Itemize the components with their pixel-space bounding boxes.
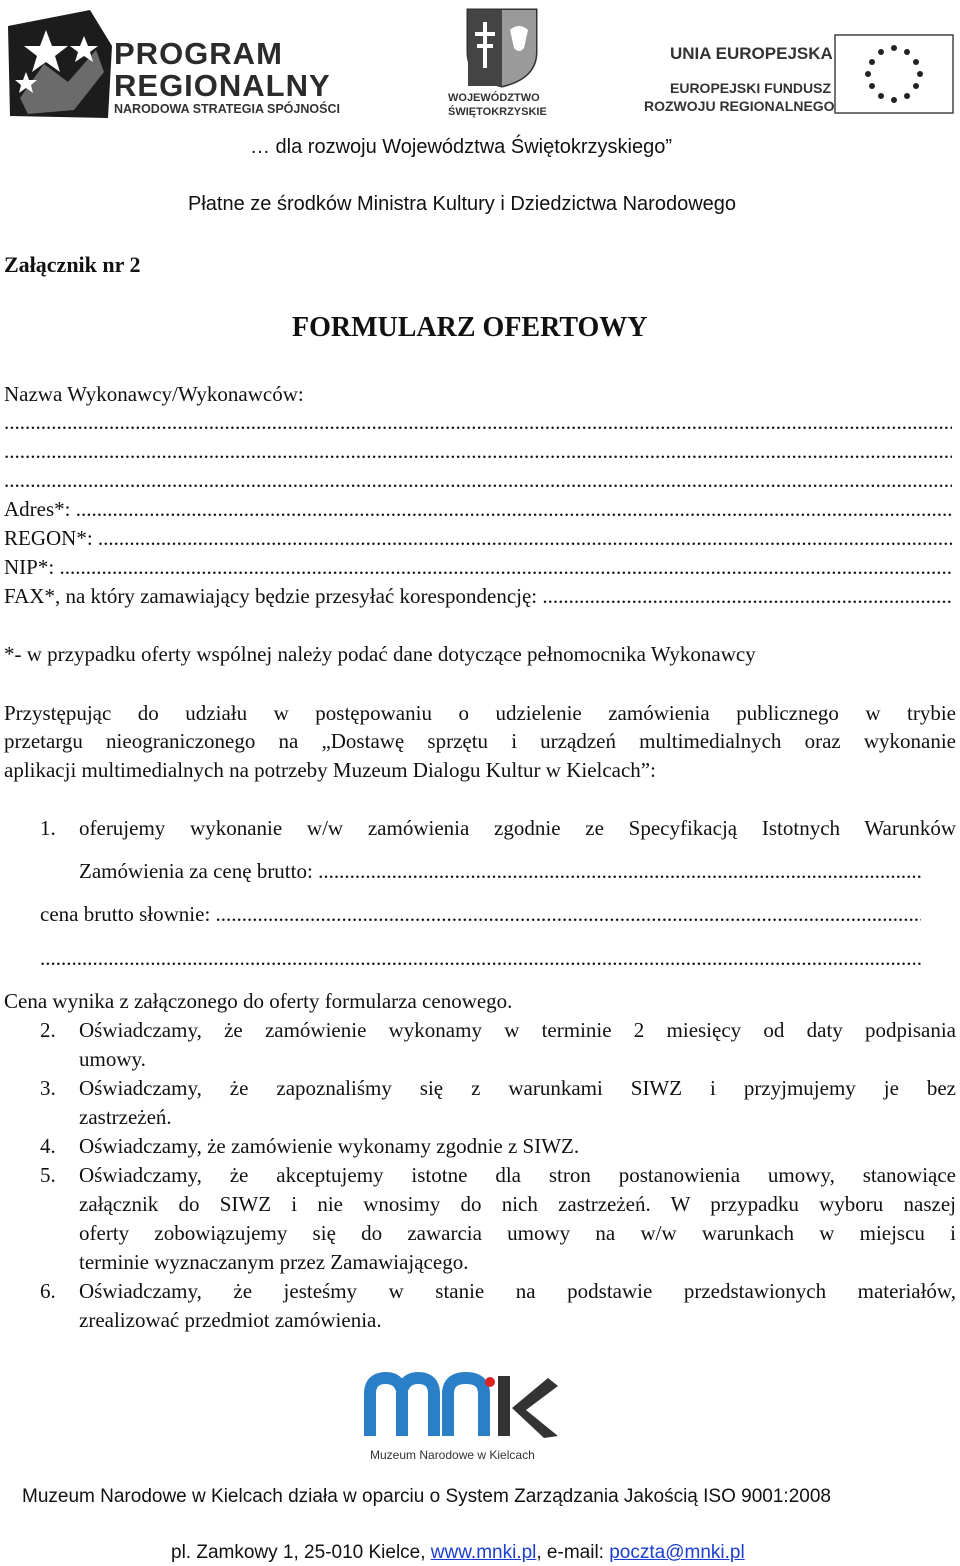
address-row xyxy=(4,495,952,524)
address-text: pl. Zamkowy 1, 25-010 Kielce, xyxy=(171,1542,431,1563)
logo-line-program: PROGRAM xyxy=(114,36,283,71)
address-dots xyxy=(76,495,952,524)
nip-dots xyxy=(59,553,952,582)
item-2-line-1: Oświadczamy, że zamówienie wykonamy w terminie 2 miesięcy od daty podpisania xyxy=(79,1018,956,1042)
price-words-label: cena brutto słownie: xyxy=(40,902,216,926)
logo-program-regionalny xyxy=(4,6,374,126)
museum-logo xyxy=(362,1372,562,1472)
item-3-number: 3. xyxy=(40,1076,56,1100)
funding-note: Płatne ze środków Ministra Kultury i Dziedzictwa Narodowego xyxy=(188,193,737,215)
price-words-dots xyxy=(216,900,921,929)
item-5-line-3: oferty zobowiązujemy się do zawarcia umowy na w/w warunkach w miejscu i xyxy=(79,1221,956,1245)
iso-statement: Muzeum Narodowe w Kielcach działa w oparciu o System Zarządzania Jakością ISO 9001:2008 xyxy=(22,1486,831,1507)
wojewodztwo-line-1: WOJEWÓDZTWO xyxy=(448,92,540,104)
item-6-line-2: zrealizować przedmiot zamówienia. xyxy=(79,1308,382,1332)
eu-flag-icon xyxy=(834,34,954,114)
intro-line-2: przetargu nieograniczonego na „Dostawę sprzętu i urządzeń multimedialnych oraz wykonanie xyxy=(4,729,956,753)
footnote: *- w przypadku oferty wspólnej należy podać dane dotyczące pełnomocnika Wykonawcy xyxy=(4,642,756,666)
coat-of-arms-icon xyxy=(466,8,538,88)
mnk-logo-icon xyxy=(362,1372,562,1444)
item-4-line-1: Oświadczamy, że zamówienie wykonamy zgodnie z SIWZ. xyxy=(79,1134,580,1158)
annex-label: Załącznik nr 2 xyxy=(4,252,141,277)
fax-label: FAX*, na który zamawiający będzie przesyłać korespondencję: xyxy=(4,584,543,608)
wojewodztwo-line-2: ŚWIĘTOKRZYSKIE xyxy=(448,106,547,118)
fax-dots xyxy=(542,582,952,611)
result-line: Cena wynika z załączonego do oferty formularza cenowego. xyxy=(4,989,513,1013)
price-label: Zamówienia za cenę brutto: xyxy=(79,859,319,883)
unia-line-1: UNIA EUROPEJSKA xyxy=(670,44,833,63)
item-6-number: 6. xyxy=(40,1279,56,1303)
email-link[interactable]: poczta@mnki.pl xyxy=(609,1542,745,1563)
item-4-number: 4. xyxy=(40,1134,56,1158)
page-title: FORMULARZ OFERTOWY xyxy=(292,312,648,343)
item-5-line-1: Oświadczamy, że akceptujemy istotne dla stron postanowienia umowy, stanowiące xyxy=(79,1163,956,1187)
logo-wojewodztwo xyxy=(440,6,560,121)
price-words-dots-2 xyxy=(40,944,921,973)
item-6-line-1: Oświadczamy, że jesteśmy w stanie na podstawie przedstawionych materiałów, xyxy=(79,1279,956,1303)
address-label: Adres*: xyxy=(4,497,76,521)
item-5-line-4: terminie wyznaczanym przez Zamawiającego. xyxy=(79,1250,469,1274)
regon-label: REGON*: xyxy=(4,526,98,550)
contractor-line-1 xyxy=(4,408,952,437)
contractor-line-2 xyxy=(4,437,952,466)
unia-line-3: ROZWOJU REGIONALNEGO xyxy=(644,98,835,114)
logo-unia-europejska xyxy=(640,30,956,120)
fax-row xyxy=(4,582,952,611)
nip-row xyxy=(4,553,952,582)
program-regionalny-emblem xyxy=(4,6,116,124)
logo-line-strategia: NARODOWA STRATEGIA SPÓJNOŚCI xyxy=(114,102,340,116)
intro-line-3: aplikacji multimedialnych na potrzeby Muzeum Dialogu Kultur w Kielcach”: xyxy=(4,758,656,782)
item-3-line-2: zastrzeżeń. xyxy=(79,1105,172,1129)
unia-line-2: EUROPEJSKI FUNDUSZ xyxy=(670,80,832,96)
website-link[interactable]: www.mnki.pl xyxy=(430,1542,537,1563)
contact-line xyxy=(171,1542,745,1564)
email-prefix: , e-mail: xyxy=(536,1542,610,1563)
tagline: … dla rozwoju Województwa Świętokrzyskiego” xyxy=(250,136,673,158)
price-words-row xyxy=(40,900,921,929)
logo-line-regionalny: REGIONALNY xyxy=(114,68,331,103)
item-1-line-1: oferujemy wykonanie w/w zamówienia zgodnie ze Specyfikacją Istotnych Warunków xyxy=(79,816,956,840)
contractor-label: Nazwa Wykonawcy/Wykonawców: xyxy=(4,382,304,406)
regon-dots xyxy=(98,524,952,553)
intro-line-1: Przystępując do udziału w postępowaniu o udzielenie zamówienia publicznego w trybie xyxy=(4,701,956,725)
item-5-number: 5. xyxy=(40,1163,56,1187)
regon-row xyxy=(4,524,952,553)
item-2-number: 2. xyxy=(40,1018,56,1042)
price-dots xyxy=(318,857,921,886)
item-5-line-2: załącznik do SIWZ i nie wnosimy do nich zastrzeżeń. W przypadku wyboru naszej xyxy=(79,1192,956,1216)
item-1-price-row xyxy=(79,857,921,886)
contractor-line-3 xyxy=(4,466,952,495)
item-3-line-1: Oświadczamy, że zapoznaliśmy się z warunkami SIWZ i przyjmujemy je bez xyxy=(79,1076,956,1100)
item-2-line-2: umowy. xyxy=(79,1047,146,1071)
nip-label: NIP*: xyxy=(4,555,60,579)
museum-logo-caption: Muzeum Narodowe w Kielcach xyxy=(370,1448,535,1462)
item-1-number: 1. xyxy=(40,816,56,840)
